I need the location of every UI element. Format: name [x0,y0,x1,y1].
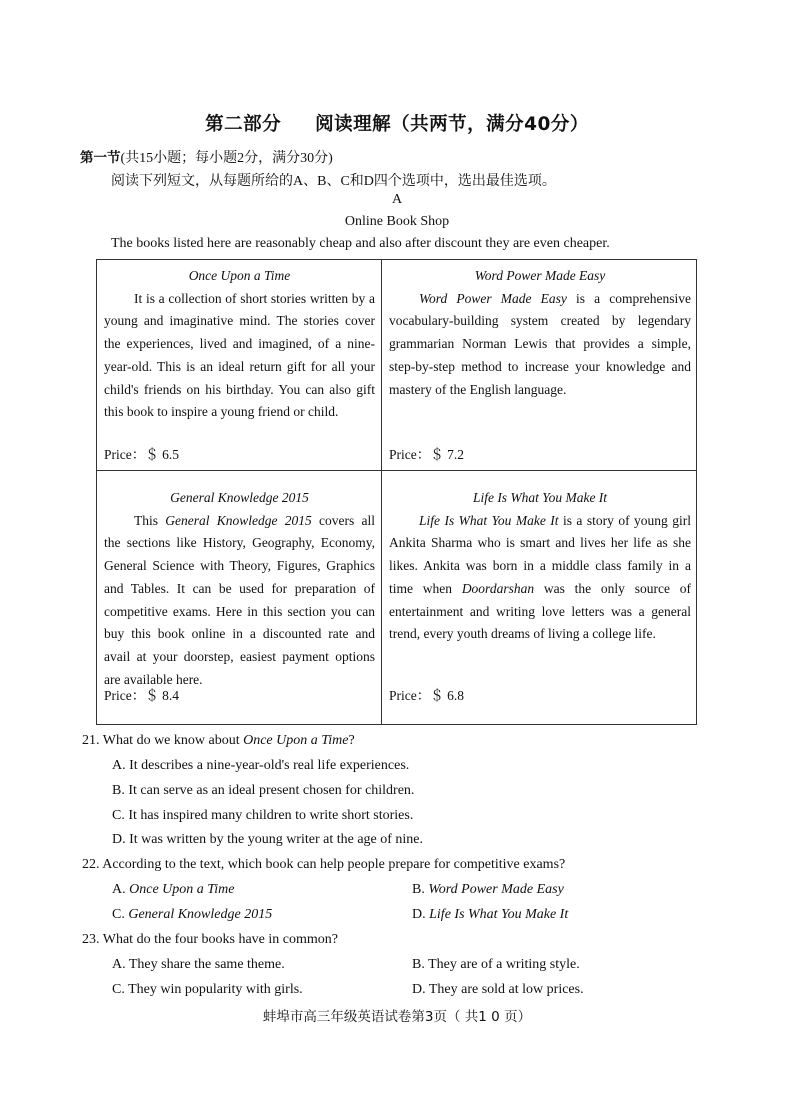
question-21-option-c[interactable]: C. It has inspired many children to write short stories. [112,808,414,823]
question-21-stem [82,733,355,749]
question-22-option-d[interactable] [412,907,568,923]
book-description-text-end: was the only source of entertainment and writing love letters was a general trend, every youth dreams of living a college life. [389,580,691,642]
part-title [0,110,794,136]
book-cell-word-power-made-easy [382,260,697,470]
book-description-channel: Doordarshan [461,580,535,596]
option-letter: C. [112,907,129,922]
book-description-title: General Knowledge 2015 [165,512,312,528]
part-title-number: 第二部分 [205,114,282,135]
question-21-option-a[interactable]: A. It describes a nine-year-old's real life experiences. [112,758,410,773]
question-23-option-d[interactable]: D. They are sold at low prices. [412,982,584,997]
book-price: Price：＄ 8.4 [104,688,179,704]
part-title-text: 阅读理解（共两节，满分40分） [315,114,589,135]
book-description [389,288,691,402]
option-text: General Knowledge 2015 [128,907,273,922]
book-description-title: Word Power Made Easy [419,290,567,306]
option-letter: B. [412,882,429,897]
book-cell-general-knowledge-2015 [97,471,381,725]
section-note: (共15小题；每小题2分，满分30分) [120,151,333,166]
book-cell-life-is-what-you-make-it [382,471,697,725]
book-description-text: is a comprehensive vocabulary-building system created by legendary grammarian Norman Lewis that provides a simple, step-by-step method to increase your knowledge and mastery of the English language. [389,290,691,397]
book-description [104,510,375,692]
book-price: Price：＄ 6.5 [104,447,179,463]
question-21-option-d[interactable]: D. It was written by the young writer at the age of nine. [112,832,424,847]
question-stem-tail: ? [348,733,355,748]
question-22-option-c[interactable] [112,907,272,923]
book-description-title: Life Is What You Make It [419,512,559,528]
book-description: It is a collection of short stories written by a young and imaginative mind. The stories cover the experiences, lived and imagined, of a nine-year-old. This is an ideal return gift for all your child's friends on his birthday. You can also gift this book to inspire a young friend or child. [104,290,375,420]
question-23-stem: 23. What do the four books have in common? [82,932,338,947]
book-description-lead: This [134,512,166,528]
instructions: 阅读下列短文，从每题所给的A、B、C和D四个选项中，选出最佳选项。 [111,174,556,189]
book-table [96,259,697,725]
book-description-text: is a story of young girl Ankita Sharma who is smart and lives her life as she likes. Ankita was born in a middle class family in a time when [389,512,691,596]
book-price: Price：＄ 7.2 [389,447,464,463]
option-text: Life Is What You Make It [429,907,569,922]
book-title: General Knowledge 2015 [170,490,309,505]
question-stem-title: Once Upon a Time [243,733,349,748]
option-text: Once Upon a Time [129,882,235,897]
question-23-option-a[interactable]: A. They share the same theme. [112,957,285,972]
option-letter: D. [412,907,430,922]
book-price: Price：＄ 6.8 [389,688,464,704]
question-22-option-b[interactable] [412,882,564,898]
option-text: Word Power Made Easy [428,882,564,897]
option-letter: A. [112,882,130,897]
question-22-stem: 22. According to the text, which book can help people prepare for competitive exams? [82,857,566,872]
book-title: Once Upon a Time [188,268,291,283]
question-22-option-a[interactable] [112,882,235,898]
question-stem-lead: 21. What do we know about [82,733,244,748]
passage-intro: The books listed here are reasonably cheap and also after discount they are even cheaper. [111,236,610,251]
question-23-option-b[interactable]: B. They are of a writing style. [412,957,580,972]
section-label: 第一节 [80,150,121,166]
page-footer: 蚌埠市高三年级英语试卷第3页（ 共1 0 页） [262,1009,532,1025]
passage-title: Online Book Shop [344,214,450,229]
book-description-text: covers all the sections like History, Geography, Economy, General Science with Theory, Figures, Graphics and Tables. It can be used for preparation of competitive exams. Here in this section you can buy this book online in a discounted rate and avail at your doorstep, easiest payment options are available here. [104,512,375,687]
question-23-option-c[interactable]: C. They win popularity with girls. [112,982,303,997]
passage-letter: A [391,192,403,207]
question-21-option-b[interactable]: B. It can serve as an ideal present chosen for children. [112,783,415,798]
book-title: Life Is What You Make It [472,490,608,505]
section-heading [80,146,333,167]
book-title: Word Power Made Easy [474,268,606,283]
book-cell-once-upon-a-time [97,260,381,470]
book-description [389,510,691,646]
